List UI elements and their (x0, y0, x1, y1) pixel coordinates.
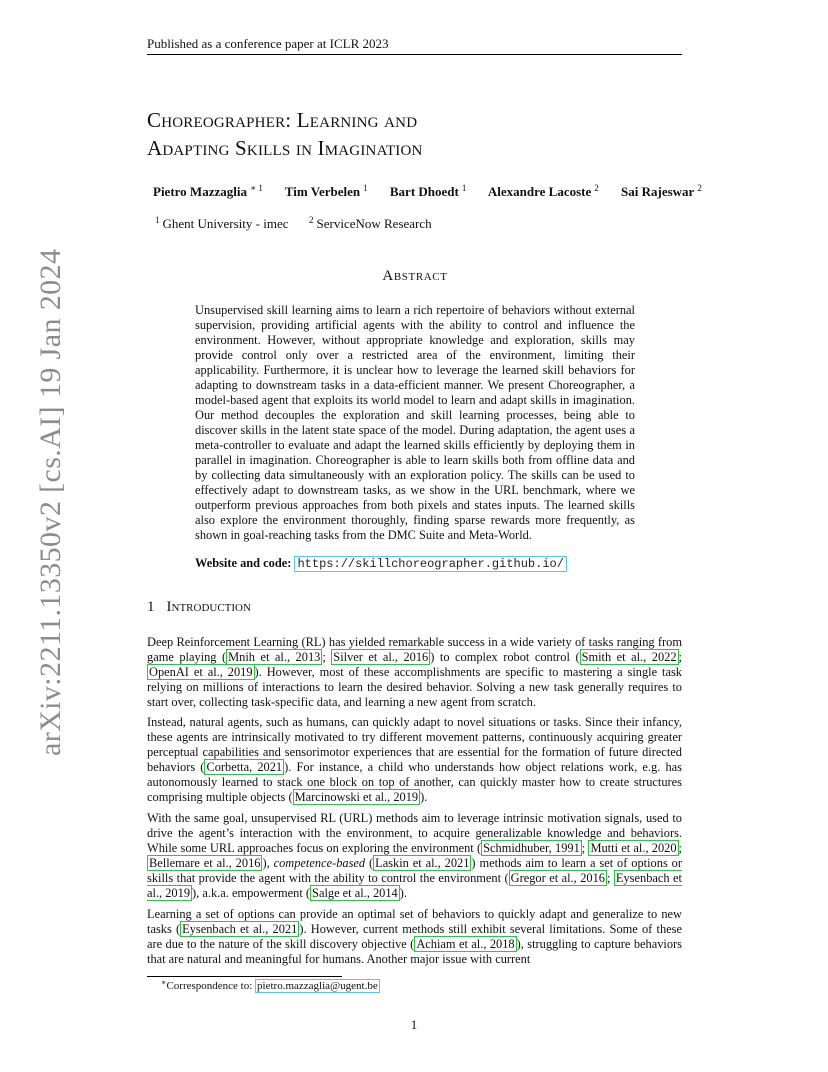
text: ) to complex robot control ( (430, 650, 580, 664)
section-title: Introduction (166, 599, 251, 615)
page-number: 1 (410, 1017, 418, 1032)
author-affiliation-mark: 2 (697, 183, 702, 193)
text: ( (365, 856, 374, 870)
citation-link[interactable]: Bellemare et al., 2016 (149, 856, 261, 870)
footnote-text: Correspondence to: (166, 980, 256, 992)
website-link[interactable]: https://skillchoreographer.github.io/ (294, 556, 566, 572)
author-affiliation-mark: 2 (594, 183, 599, 193)
title-line-2: Adapting Skills in Imagination (147, 136, 423, 160)
text: ; (678, 650, 682, 664)
author-name: Tim Verbelen (284, 184, 361, 199)
footnote-rule (147, 976, 342, 977)
author (621, 184, 702, 199)
citation-link[interactable]: Corbetta, 2021 (206, 760, 283, 774)
paragraph-2 (147, 715, 682, 805)
author-name: Sai Rajeswar (621, 184, 695, 199)
citation-link[interactable]: Laskin et al., 2021 (375, 856, 470, 870)
paragraph-1 (147, 635, 682, 710)
header-rule (147, 54, 682, 55)
footnote (161, 978, 380, 992)
author (153, 184, 263, 199)
arxiv-identifier: arXiv:2211.13350v2 [cs.AI] 19 Jan 2024 (34, 248, 67, 756)
abstract-text: Unsupervised skill learning aims to learn a rich repertoire of behaviors without external supervision, providing artificial agents with the ability to control and influence the environment. However, without appropriate knowledge and exploration, skills may provide control only over a restricted area of the environment, limiting their applicability. Furthermore, it is unclear how to leverage the learned skill behaviors for adapting to downstream tasks in a data-efficient manner. We present Choreographer, a model-based agent that exploits its world model to learn and adapt skills in imagination. Our method decouples the exploration and skill learning processes, being able to discover skills in the latent state space of the model. During adaptation, the agent uses a meta-controller to evaluate and adapt the learned skills efficiently by deploying them in parallel in imagination. Choreographer is able to learn skills both from offline data and by collecting data simultaneously with an exploration policy. The skills can be used to effectively adapt to downstream tasks, as we show in the URL benchmark, where we outperform previous approaches from both pixels and states inputs. The learned skills also explore the environment thoroughly, finding sparse rewards more frequently, as shown in goal-reaching tasks from the DMC Suite and Meta-World. (195, 303, 635, 542)
paragraph-4 (147, 907, 682, 967)
paper-title (147, 106, 707, 162)
author-affiliation-mark: 1 (363, 183, 368, 193)
citation-link[interactable]: Achiam et al., 2018 (416, 937, 515, 951)
citation-link[interactable]: Salge et al., 2014 (312, 886, 398, 900)
citation-link[interactable]: OpenAI et al., 2019 (149, 665, 253, 679)
text: ). However, current methods still exhibit several limitations. Some of these are due to the nature of the skill discovery objective ( (147, 922, 682, 951)
text: With the same goal, unsupervised RL (URL) methods aim to leverage intrinsic motivation signals, used to drive the agent’s interaction with the environment, to acquire generalizable knowledge and behaviors. While some URL approaches focus on exploring the environment ( (147, 811, 682, 855)
citation-link[interactable]: Eysenbach et al., 2019 (147, 871, 683, 900)
affiliation-name: ServiceNow Research (316, 216, 432, 231)
author-affiliation-mark: ∗ 1 (249, 183, 263, 193)
section-number: 1 (147, 599, 155, 615)
text: ). (420, 790, 428, 804)
text: ; (581, 841, 589, 855)
text: ). (399, 886, 407, 900)
text: Deep Reinforcement Learning (RL) has yielded remarkable success in a wide variety of tasks ranging from game playing ( (147, 635, 682, 664)
text: ), (262, 856, 274, 870)
citation-link[interactable]: Mutti et al., 2020 (590, 841, 677, 855)
citation-link[interactable]: Eysenbach et al., 2021 (182, 922, 298, 936)
author (488, 184, 599, 199)
abstract-heading: Abstract (382, 268, 448, 284)
affiliations (155, 215, 432, 232)
affiliation-mark: 1 (155, 215, 160, 225)
website-label: Website and code: (195, 556, 292, 570)
citation-link[interactable]: Marcinowski et al., 2019 (294, 790, 419, 804)
section-heading (147, 599, 251, 616)
author-list (153, 183, 773, 200)
author-name: Alexandre Lacoste (487, 184, 592, 199)
citation-link[interactable]: Gregor et al., 2016 (510, 871, 605, 885)
citation-link[interactable]: Silver et al., 2016 (333, 650, 429, 664)
website-line (195, 556, 567, 571)
title-line-1: Choreographer: Learning and (147, 108, 418, 132)
author-name: Pietro Mazzaglia (153, 184, 247, 199)
text: ; (607, 871, 614, 885)
emphasis: competence-based (273, 856, 366, 870)
email-link[interactable]: pietro.mazzaglia@ugent.be (257, 980, 378, 992)
citation-link[interactable]: Smith et al., 2022 (581, 650, 677, 664)
citation-link[interactable]: Mnih et al., 2013 (228, 650, 321, 664)
text: ), a.k.a. empowerment ( (192, 886, 311, 900)
text: ). For instance, a child who understands how object relations work, e.g. has autonomously learned to stack one block on top of another, can quickly master how to create structures comprising multiple objects ( (147, 760, 682, 804)
author (390, 184, 466, 199)
text: ; (678, 841, 682, 855)
text: Instead, natural agents, such as humans, can quickly adapt to novel situations or tasks. Since their infancy, these agents are intrinsically motivated to try different movement patterns, continuously acquiring greater perceptual capabilities and sensorimotor experiences that are essential for the formation of future directed behaviors ( (147, 715, 682, 774)
affiliation-name: Ghent University - imec (162, 216, 289, 231)
affiliation-mark: 2 (309, 215, 314, 225)
text: ; (322, 650, 332, 664)
running-header: Published as a conference paper at ICLR 2023 (147, 36, 389, 51)
author-name: Bart Dhoedt (389, 184, 459, 199)
text: ). However, most of these accomplishments are specific to mastering a single task relying on millions of interactions to learn the desired behavior. Solving a new task generally requires to start over, collecting task-specific data, and learning a new agent from scratch. (147, 665, 682, 709)
author (285, 184, 368, 199)
text: Learning a set of options can provide an optimal set of behaviors to quickly adapt and generalize to new tasks ( (147, 907, 682, 936)
citation-link[interactable]: Schmidhuber, 1991 (483, 841, 580, 855)
paragraph-3 (147, 811, 682, 901)
text: ), struggling to capture behaviors that are natural and meaningful for humans. Another major issue with current (147, 937, 682, 966)
author-affiliation-mark: 1 (461, 183, 467, 193)
text: ) methods aim to learn a set of options or skills that provide the agent with the ability to control the environment ( (147, 856, 682, 885)
footnote-mark: ∗ (161, 978, 167, 987)
